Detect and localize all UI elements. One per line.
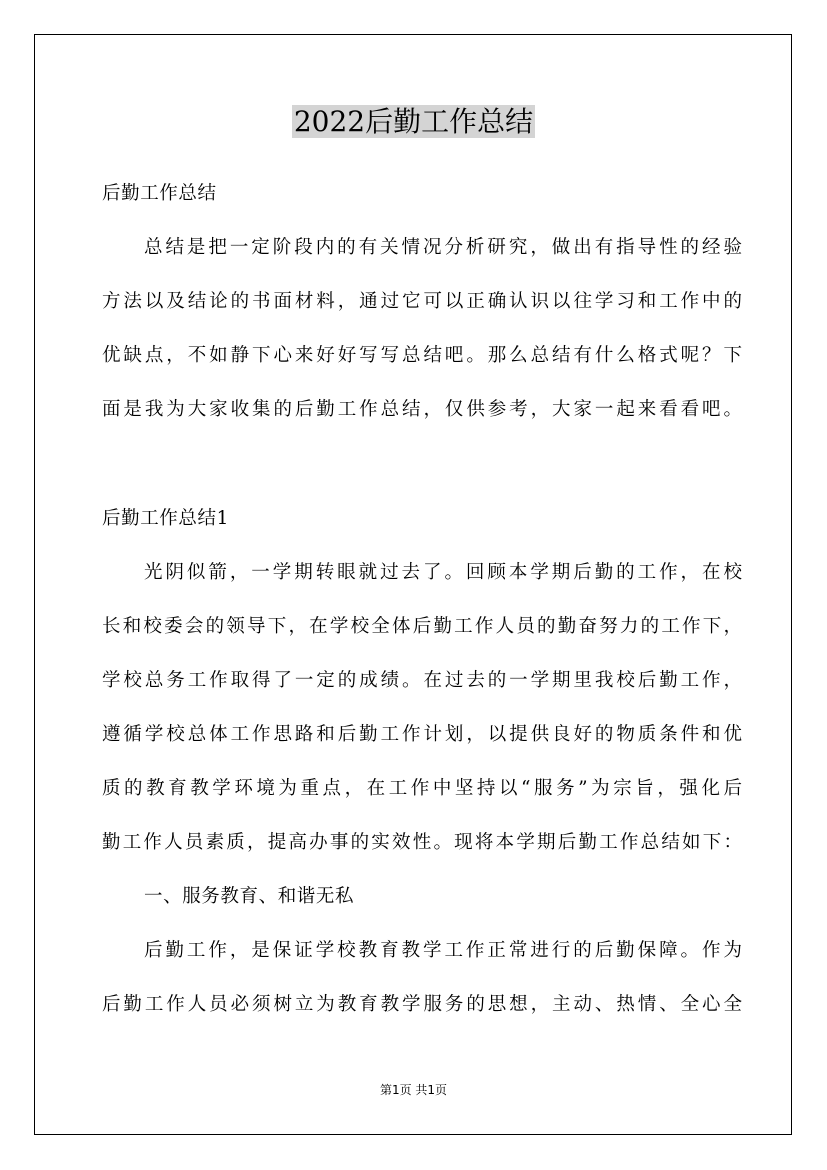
section-1-line-5: 质的教育教学环境为重点，在工作中坚持以“服务”为宗旨，强化后 [102,778,742,799]
document-title-text: 2022后勤工作总结 [293,105,534,138]
section-1-line-3: 学校总务工作取得了一定的成绩。在过去的一学期里我校后勤工作， [102,670,742,691]
section-1-line-4: 遵循学校总体工作思路和后勤工作计划，以提供良好的物质条件和优 [102,724,742,745]
document-subtitle: 后勤工作总结 [102,183,217,204]
section-1-line-2: 长和校委会的领导下，在学校全体后勤工作人员的勤奋努力的工作下， [102,616,742,637]
section-1-line-1: 光阴似箭，一学期转眼就过去了。回顾本学期后勤的工作，在校 [144,562,742,583]
page-footer: 第1页 共1页 [379,1083,448,1097]
intro-line-3: 优缺点，不如静下心来好好写写总结吧。那么总结有什么格式呢？下 [102,345,742,366]
document-title [0,100,827,144]
section-1-heading: 后勤工作总结1 [102,508,229,529]
intro-line-2: 方法以及结论的书面材料，通过它可以正确认识以往学习和工作中的 [102,291,742,312]
section-2-line-1: 后勤工作，是保证学校教育教学工作正常进行的后勤保障。作为 [144,940,742,961]
intro-line-4: 面是我为大家收集的后勤工作总结，仅供参考，大家一起来看看吧。 [102,399,742,420]
subheading-service-education: 一、服务教育、和谐无私 [144,886,355,907]
section-2-line-2: 后勤工作人员必须树立为教育教学服务的思想，主动、热情、全心全 [102,994,742,1015]
section-1-line-6: 勤工作人员素质，提高办事的实效性。现将本学期后勤工作总结如下： [102,832,742,853]
intro-line-1: 总结是把一定阶段内的有关情况分析研究，做出有指导性的经验 [144,237,742,258]
